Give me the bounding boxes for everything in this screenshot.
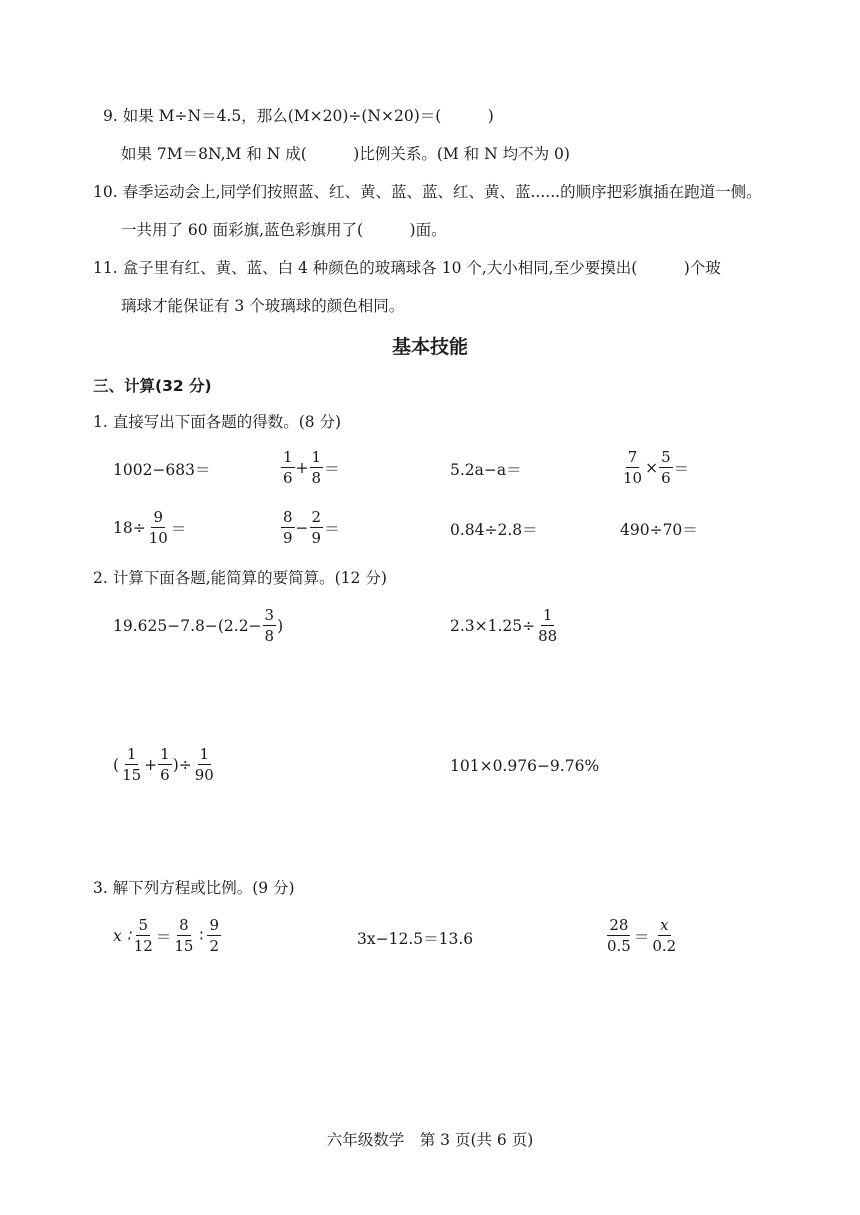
fraction: $\frac{9}{10}$: [148, 508, 168, 547]
q1-item-a: [113, 458, 211, 480]
fraction: $\frac{28}{0.5}$: [607, 916, 631, 955]
q2-item-a: 19.625−7.8−(2.2− $\frac{3}{8}$ ): [113, 606, 284, 645]
fraction: $\frac{1}{15}$: [122, 745, 142, 784]
fraction: $\frac{1}{6}$: [160, 745, 170, 784]
q2-item-d: 101×0.976−9.76%: [450, 757, 600, 775]
q1-item-c: 5.2a−a＝: [450, 461, 522, 479]
fraction: $\frac{1}{8}$: [311, 448, 322, 487]
question-11-line1: 11. 盒子里有红、黄、蓝、白 4 种颜色的玻璃球各 10 个,大小相同,至少要摸出( )个玻: [93, 259, 721, 277]
q3-item-b: 3x−12.5＝13.6: [357, 930, 474, 948]
q2-item-c: ( $\frac{1}{15}$ + $\frac{1}{6}$ )÷ $\frac{1}{90}$: [113, 745, 214, 784]
fraction: $\frac{1}{88}$: [538, 606, 558, 645]
fraction: $\frac{2}{9}$: [311, 508, 322, 547]
q1-item-f: $\frac{8}{9}$ − $\frac{2}{9}$ ＝: [283, 508, 340, 547]
q1-title: 1. 直接写出下面各题的得数。(8 分): [93, 413, 342, 431]
q3-item-a: x ∶ $\frac{5}{12}$ ＝ $\frac{8}{15}$ ∶ $\frac{9}{2}$: [113, 916, 219, 955]
q1-item-h: 490÷70＝: [620, 521, 698, 539]
section-title: 基本技能: [391, 336, 468, 358]
question-9-line1: 9. 如果 M÷N＝4.5，那么(M×20)÷(N×20)＝( ): [103, 107, 494, 125]
fraction: $\frac{5}{12}$: [133, 916, 153, 955]
q3-item-c: $\frac{28}{0.5}$ ＝ $\frac{x}{0.2}$: [607, 916, 677, 955]
fraction: $\frac{1}{90}$: [194, 745, 214, 784]
fraction: $\frac{1}{6}$: [283, 448, 293, 487]
fraction: $\frac{x}{0.2}$: [652, 916, 677, 955]
part3-title: 三、计算(32 分): [93, 377, 212, 395]
fraction: $\frac{8}{15}$: [174, 916, 194, 955]
page-footer: 六年级数学 第 3 页(共 6 页): [326, 1131, 534, 1149]
question-11-line2: 璃球才能保证有 3 个玻璃球的颜色相同。: [121, 297, 405, 315]
question-10-line1: 10. 春季运动会上,同学们按照蓝、红、黄、蓝、蓝、红、黄、蓝......的顺序把彩旗插在跑道一侧。: [93, 183, 762, 201]
question-10-line2: 一共用了 60 面彩旗,蓝色彩旗用了( )面。: [121, 221, 447, 239]
q1-item-e: 18÷ $\frac{9}{10}$ ＝: [113, 508, 187, 547]
q1-item-g: 0.84÷2.8＝: [450, 521, 538, 539]
fraction: $\frac{7}{10}$: [623, 448, 643, 487]
q2-item-b: 2.3×1.25÷ $\frac{1}{88}$: [450, 606, 558, 645]
q2-title: 2. 计算下面各题,能简算的要简算。(12 分): [93, 569, 387, 587]
fraction: $\frac{8}{9}$: [283, 508, 293, 547]
question-9-line2: 如果 7M＝8N,M 和 N 成( )比例关系。(M 和 N 均不为 0): [121, 145, 570, 163]
q1-item-b: $\frac{1}{6}$ + $\frac{1}{8}$ ＝: [283, 448, 340, 487]
q3-title: 3. 解下列方程或比例。(9 分): [93, 879, 295, 897]
fraction: $\frac{9}{2}$: [209, 916, 219, 955]
fraction: $\frac{5}{6}$: [661, 448, 671, 487]
q1-a-text: 1002−683＝: [113, 461, 211, 479]
q1-item-d: $\frac{7}{10}$ × $\frac{5}{6}$ ＝: [623, 448, 690, 487]
fraction: $\frac{3}{8}$: [264, 606, 275, 645]
